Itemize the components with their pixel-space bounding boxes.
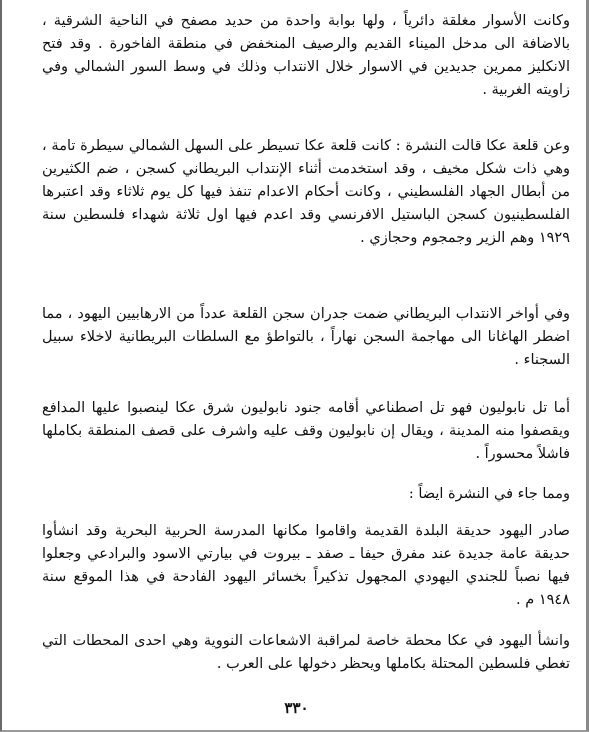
paragraph-nuclear-station: وانشأ اليهود في عكا محطة خاصة لمراقبة الاشعاعات النووية وهي احدى المحطات التي تغطي فلسطين المحتلة بكاملها ويحظر دخولها على العرب . bbox=[42, 633, 570, 672]
paragraph-prison-attack: وفي أواخر الانتداب البريطاني ضمت جدران سجن القلعة عدداً من الارهابيين اليهود ، مما اضطر الهاغانا الى مهاجمة السجن نهاراً ، بالتواطؤ مع السلطات البريطانية لاخلاء سبيل السجناء . bbox=[42, 306, 570, 368]
paragraph-bulletin-intro: ومما جاء في النشرة ايضاً : bbox=[408, 486, 570, 502]
paragraph-napoleon-hill: أما تل نابوليون فهو تل اصطناعي أقامه جنود نابوليون شرق عكا لينصبوا عليها المدافع ويقصفوا منه المدينة ، ويقال إن نابوليون وقف عليه واشرف على قصف المنطقة بكاملها فاشلاً محسوراً . bbox=[42, 400, 570, 462]
paragraph-confiscated-garden: صادر اليهود حديقة البلدة القديمة واقاموا مكانها المدرسة الحربية البحرية وقد انشأوا حديقة عامة جديدة عند مفرق حيفا ـ صفد ـ بيروت في بيارتي الاسود والبرادعي وجعلوا فيها نصباً للجندي اليهودي المجهول تذكيراً بخسائر اليهود الفادحة في هذا الموقع سنة ١٩٤٨ م . bbox=[42, 523, 570, 608]
paragraph-walls: وكانت الأسوار مغلقة دائرياً ، ولها بوابة واحدة من حديد مصفح في الناحية الشرقية ، بالاضافة الى مدخل الميناء القديم والرصيف المنخفض في منطقة الفاخورة . وقد فتح الانكليز ممرين جديدين في الاسوار خلال الانتداب وذلك في وسط السور الشمالي وفي زاويته الغربية . bbox=[42, 13, 570, 98]
paragraph-acre-citadel: وعن قلعة عكا قالت النشرة : كانت قلعة عكا تسيطر على السهل الشمالي سيطرة تامة ، وهي ذات شكل مخيف ، وقد استخدمت أثناء الإنتداب البريطاني كسجن ، ضم الكثيرين من أبطال الجهاد الفلسطيني ، وكانت أحكام الاعدام تنفذ فيها كل يوم ثلاثاء وقد اعتبرها الفلسطينيون كسجن الباستيل الافرنسي وقد اعدم فيها اول ثلاثة شهداء فلسطين سنة ١٩٢٩ وهم الزير وجمجوم وحجازي . bbox=[42, 138, 570, 246]
page-number: ٣٣٠ bbox=[284, 699, 309, 717]
